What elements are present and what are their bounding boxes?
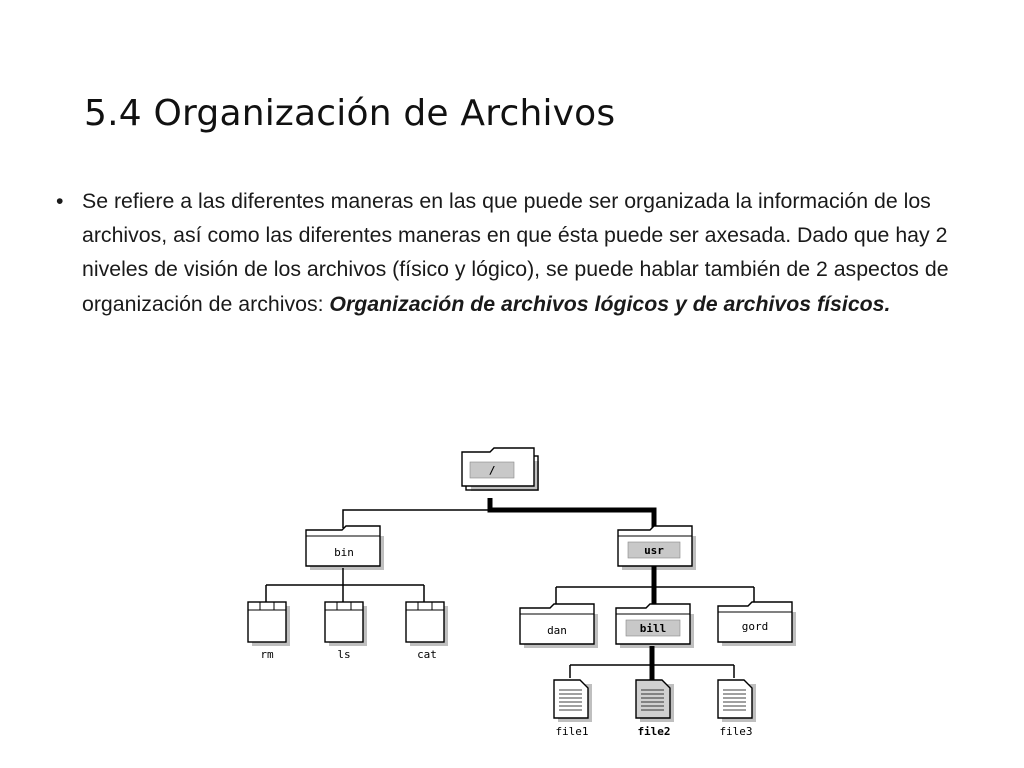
file-ls: [325, 602, 367, 661]
folder-gord: [718, 602, 796, 646]
file-rm: [248, 602, 290, 661]
folder-bill: [616, 604, 694, 648]
file-ls-label: ls: [337, 648, 351, 661]
file-rm-label: rm: [260, 648, 274, 661]
folder-bin-label: bin: [334, 546, 354, 559]
directory-tree-diagram: [230, 440, 810, 745]
file-file2: [636, 680, 674, 738]
path-root-usr: [490, 498, 654, 532]
folder-root-label: /: [488, 464, 496, 477]
file-file2-label: file2: [637, 725, 671, 738]
folder-gord-label: gord: [741, 620, 769, 633]
file-file1: [554, 680, 592, 738]
folder-bin: [306, 526, 384, 570]
connector-root-bin: [343, 498, 490, 528]
bullet-emphasis: Organización de archivos lógicos y de archivos físicos.: [329, 291, 891, 316]
folder-usr-label: usr: [644, 544, 664, 557]
bullet-text: Se refiere a las diferentes maneras en las que puede ser organizada la información de los archivos, así como las diferentes maneras en que ésta puede ser axesada. Dado que hay 2 niveles de visión de los archivos (físico y lógico), se puede hablar también de 2 aspectos de organización de archivos:: [82, 189, 949, 316]
folder-root: [462, 448, 539, 491]
folder-bill-label: bill: [639, 622, 667, 635]
slide-title: 5.4 Organización de Archivos: [84, 93, 616, 134]
folder-dan-label: dan: [547, 624, 567, 637]
bullet-item: [56, 184, 996, 321]
file-cat-label: cat: [417, 648, 437, 661]
file-cat: [406, 602, 448, 661]
file-file1-label: file1: [555, 725, 589, 738]
file-file3: [718, 680, 756, 738]
bullet-dot: •: [56, 189, 64, 213]
folder-usr: [618, 526, 696, 570]
file-file3-label: file3: [719, 725, 753, 738]
folder-dan: [520, 604, 598, 648]
bullet-list: [56, 184, 996, 321]
